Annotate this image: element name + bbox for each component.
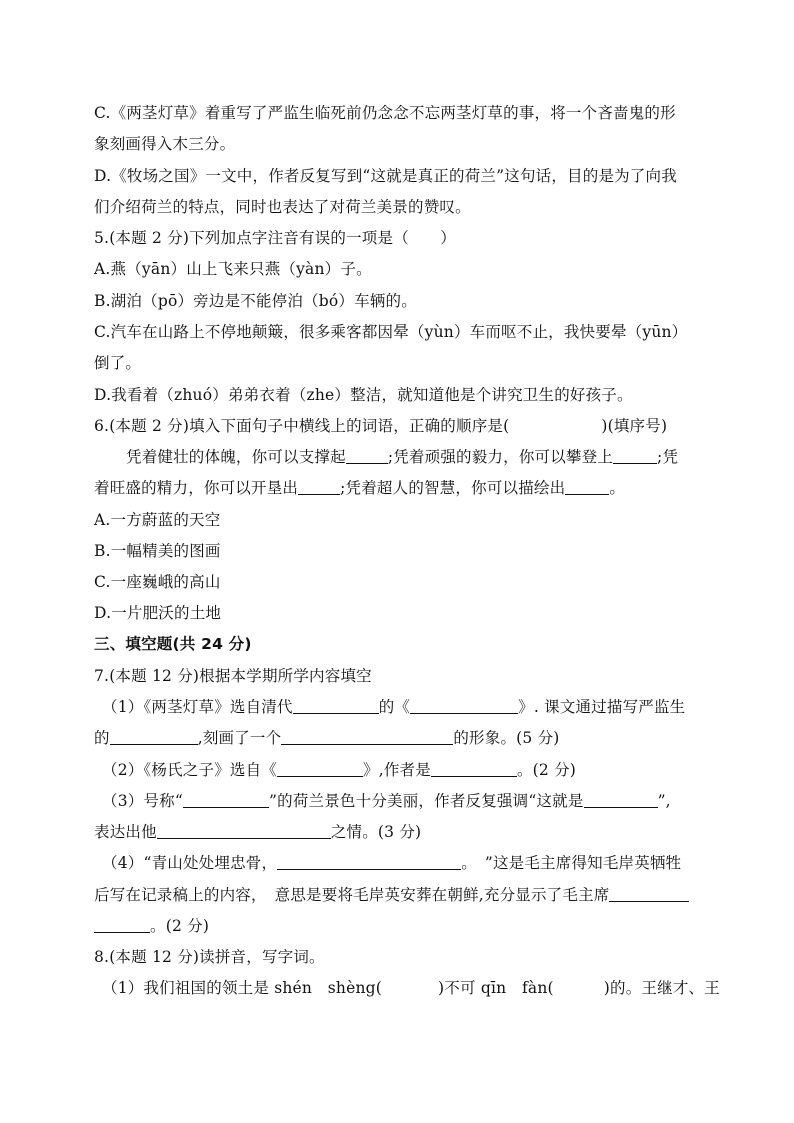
q7-blank-feeling[interactable] <box>157 822 331 839</box>
q5-option-c-line1: C.汽车在山路上不停地颠簸，很多乘客都因晕（yùn）车而呕不止，我快要晕（yūn） <box>94 323 688 341</box>
q7-text: 。(2 分) <box>516 761 577 779</box>
q6-passage-line2 <box>94 478 704 498</box>
q7-text: 。 ”这是毛主席得知毛岸英牺牲 <box>461 854 682 872</box>
q7-blank-author[interactable] <box>293 697 379 714</box>
q6-option-b: B.一幅精美的图画 <box>94 542 221 560</box>
q7-item3-line2 <box>94 822 704 842</box>
q7-text: 的 <box>94 729 110 747</box>
q7-stem: 7.(本题 12 分)根据本学期所学内容填空 <box>94 667 372 685</box>
q7-blank-nickname[interactable] <box>183 791 269 808</box>
q4-option-c-line2: 象刻画得入木三分。 <box>94 135 236 153</box>
q7-text: （4）“青山处处埋忠骨， <box>102 854 278 872</box>
q7-text: （3）号称“ <box>102 792 183 810</box>
q6-passage-text: ;凭着顽强的毅力，你可以攀登上 <box>387 448 614 466</box>
q7-text: 》. 课文通过描写严监生 <box>518 698 686 716</box>
q6-passage-text: ;凭着超人的智慧，你可以描绘出 <box>340 479 566 497</box>
q6-option-c: C.一座巍峨的高山 <box>94 573 221 591</box>
q6-passage-line1 <box>126 447 706 467</box>
q4-option-c-line1: C.《两茎灯草》着重写了严监生临死前仍念念不忘两茎灯草的事，将一个吝啬鬼的形 <box>94 104 676 122</box>
q7-blank-quote[interactable] <box>584 791 658 808</box>
q5-option-c-line2: 倒了。 <box>94 354 142 372</box>
q5-option-d: D.我看着（zhuó）弟弟衣着（zhe）整洁，就知道他是个讲究卫生的好孩子。 <box>94 386 633 404</box>
q7-text: 。(2 分) <box>150 917 210 935</box>
q6-option-a: A.一方蔚蓝的天空 <box>94 511 221 529</box>
q7-text: （1）《两茎灯草》选自清代 <box>102 698 293 716</box>
q6-passage-text: 。 <box>609 479 626 497</box>
q7-text: 的《 <box>378 698 411 716</box>
q7-item3-line1 <box>102 791 712 811</box>
q7-blank-description[interactable] <box>110 728 198 745</box>
q7-item4-line1 <box>102 853 712 873</box>
q8-text: （1）我们祖国的领土是 shén shèng( <box>102 979 383 997</box>
q7-text: ,刻画了一个 <box>197 729 282 747</box>
q8-text: )不可 qīn fàn( <box>438 979 554 997</box>
q7-blank-writer[interactable] <box>431 760 517 777</box>
q7-text: 》,作者是 <box>363 761 431 779</box>
q6-option-d: D.一片肥沃的土地 <box>94 604 222 622</box>
q6-passage-text: 凭着健壮的体魄，你可以支撑起 <box>126 448 346 466</box>
q6-passage-text: ;凭 <box>657 448 679 466</box>
q6-blank-4[interactable] <box>565 478 609 495</box>
section-heading-fill-in: 三、填空题(共 24 分) <box>94 635 252 653</box>
q7-text: ”的荷兰景色十分美丽，作者反复强调“这就是 <box>269 792 584 810</box>
q5-stem: 5.(本题 2 分)下列加点字注音有误的一项是（ ） <box>94 229 456 247</box>
q7-blank-chairman-quality-cont[interactable] <box>94 916 150 933</box>
q7-item4-line3 <box>94 916 704 936</box>
q5-option-b: B.湖泊（pō）旁边是不能停泊（bó）车辆的。 <box>94 292 417 310</box>
q7-text: 的形象。(5 分) <box>453 729 560 747</box>
q6-stem-suffix: )(填序号) <box>601 417 668 435</box>
q6-blank-2[interactable] <box>613 447 657 464</box>
q6-stem <box>94 416 704 436</box>
q7-item2 <box>102 760 712 780</box>
q7-text: 后写在记录稿上的内容， 意思是要将毛岸英安葬在朝鲜,充分显示了毛主席 <box>94 886 610 904</box>
q7-blank-book[interactable] <box>410 697 518 714</box>
q4-option-d-line2: 们介绍荷兰的特点，同时也表达了对荷兰美景的赞叹。 <box>94 198 471 216</box>
q7-item1-line1 <box>102 697 712 717</box>
q7-text: 表达出他 <box>94 823 157 841</box>
q8-item1 <box>102 978 720 998</box>
q6-passage-text: 着旺盛的精力，你可以开垦出 <box>94 479 299 497</box>
q7-blank-chairman-quality[interactable] <box>609 885 689 902</box>
q7-blank-poem-line[interactable] <box>277 853 461 870</box>
q7-item4-line2 <box>94 885 704 905</box>
q6-blank-3[interactable] <box>298 478 340 495</box>
q7-text: 之情。(3 分) <box>330 823 422 841</box>
q6-stem-text: 6.(本题 2 分)填入下面句子中横线上的词语，正确的顺序是( <box>94 417 510 435</box>
q7-blank-image[interactable] <box>281 728 453 745</box>
q7-blank-source[interactable] <box>277 760 363 777</box>
q5-option-a: A.燕（yān）山上飞来只燕（yàn）子。 <box>94 260 372 278</box>
q7-text: （2）《杨氏之子》选自《 <box>102 761 278 779</box>
q8-stem: 8.(本题 12 分)读拼音，写字词。 <box>94 948 325 966</box>
q8-text: )的。王继才、王 <box>603 979 720 997</box>
q4-option-d-line1: D.《牧场之国》一文中，作者反复写到“这就是真正的荷兰”这句话，目的是为了向我 <box>94 167 677 185</box>
q7-text: ”, <box>657 792 671 810</box>
q7-item1-line2 <box>94 728 704 748</box>
q6-blank-1[interactable] <box>346 447 388 464</box>
